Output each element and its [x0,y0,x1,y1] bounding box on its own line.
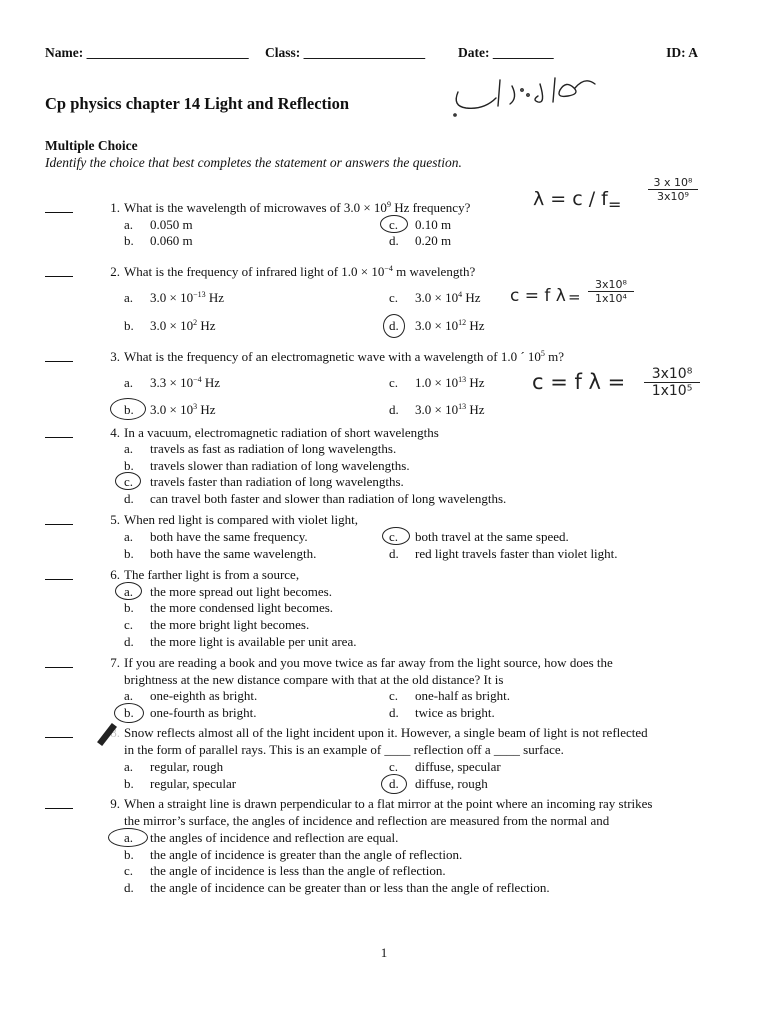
option-a[interactable]: a. $3.3 \times 10^{-4}$ Hz [124,375,221,390]
answer-blank[interactable] [45,200,73,213]
option-d[interactable]: d. the angle of incidence can be greater than or less than the angle of reflection. [124,880,550,895]
option-b[interactable]: b. travels slower than radiation of long wavelengths. [124,458,410,473]
question-number: 1. [110,200,120,215]
handwritten-formula: c = f λ [510,286,566,306]
page-number: 1 [380,945,388,960]
question-stem: In a vacuum, electromagnetic radiation of short wavelengths [124,425,439,440]
answer-circle [380,215,408,233]
option-a[interactable]: a. $3.0 \times 10^{-13}$ Hz [124,290,225,305]
answer-blank[interactable] [45,349,73,362]
option-a[interactable]: a. the angles of incidence and reflection are equal. [124,830,399,845]
option-b[interactable]: b. 0.060 m [124,233,193,248]
option-c[interactable]: c. travels faster than radiation of long wavelengths. [124,474,404,489]
question-stem: When a straight line is drawn perpendicular to a flat mirror at the point where an incoming ray strikes the mirror’s surface, the angles of incidence and reflection are measured from the normal and [124,796,653,828]
question-number: 4. [110,425,120,440]
option-c[interactable]: c. one-half as bright. [389,688,510,703]
answer-circle [110,398,146,420]
option-d[interactable]: d. diffuse, rough [389,776,488,791]
question-stem: What is the wavelength of microwaves of $3.0 \times 10^9$ Hz frequency? [124,200,471,215]
question-number: 7. [110,655,120,670]
answer-circle [108,828,148,847]
option-d[interactable]: d. twice as bright. [389,705,495,720]
answer-blank[interactable] [45,655,73,668]
question-number: 5. [110,512,120,527]
option-a[interactable]: a. both have the same frequency. [124,529,308,544]
option-d[interactable]: d. $3.0 \times 10^{13}$ Hz [389,402,485,417]
option-c[interactable]: c. the more bright light becomes. [124,617,310,632]
option-d[interactable]: d. red light travels faster than violet light. [389,546,618,561]
answer-circle [381,774,407,794]
option-b[interactable]: b. $3.0 \times 10^3$ Hz [124,402,216,417]
section-heading: Multiple Choice [45,138,138,153]
question-number: 2. [110,264,120,279]
option-c[interactable]: c. 0.10 m [389,217,452,232]
option-b[interactable]: b. the more condensed light becomes. [124,600,334,615]
option-a[interactable]: a. one-eighth as bright. [124,688,258,703]
question-stem: What is the frequency of an electromagnetic wave with a wavelength of 1.0 ´ $10^5$ m? [124,349,565,364]
handwritten-fraction: 3x10⁸ 1x10⁵ [644,366,700,399]
answer-circle [383,314,405,338]
handwritten-equals: = [608,195,622,214]
option-a[interactable]: a. travels as fast as radiation of long wavelengths. [124,441,397,456]
option-a[interactable]: a. the more spread out light becomes. [124,584,332,599]
answer-blank[interactable] [45,725,73,738]
option-d[interactable]: d. $3.0 \times 10^{12}$ Hz [389,318,485,333]
option-c[interactable]: c. the angle of incidence is less than the angle of reflection. [124,863,446,878]
test-id: ID: A [666,45,698,60]
option-c[interactable]: c. $3.0 \times 10^4$ Hz [389,290,481,305]
handwritten-formula: c = f λ = [532,370,626,394]
option-b[interactable]: b. $3.0 \times 10^2$ Hz [124,318,216,333]
option-c[interactable]: c. diffuse, specular [389,759,501,774]
name-field: Name: ________________________ [45,45,249,60]
answer-blank[interactable] [45,567,73,580]
answer-circle [382,527,410,545]
handwritten-fraction: 3 x 10⁸ 3x10⁹ [648,176,698,203]
answer-blank[interactable] [45,264,73,277]
option-b[interactable]: b. regular, specular [124,776,237,791]
option-a[interactable]: a. regular, rough [124,759,224,774]
option-a[interactable]: a. 0.050 m [124,217,193,232]
option-d[interactable]: d. 0.20 m [389,233,452,248]
option-d[interactable]: d. the more light is available per unit area. [124,634,357,649]
question-number: 9. [110,796,120,811]
question-number: 3. [110,349,120,364]
handwritten-equals: = [568,288,581,306]
question-stem: If you are reading a book and you move twice as far away from the light source, how does the brightness at the new distance compare with that at the old distance? It is [124,655,613,687]
question-stem: The farther light is from a source, [124,567,300,582]
option-c[interactable]: c. both travel at the same speed. [389,529,569,544]
question-number: 8. [110,725,120,740]
question-stem: Snow reflects almost all of the light incident upon it. However, a single beam of light is not reflected in the form of parallel rays. This is an example of ____ reflection off a ____ surface. [124,725,648,757]
answer-circle [115,582,142,600]
answer-blank[interactable] [45,512,73,525]
handwritten-formula: λ = c / f [533,188,608,210]
option-b[interactable]: b. one-fourth as bright. [124,705,257,720]
question-stem: When red light is compared with violet light, [124,512,358,527]
page-title: Cp physics chapter 14 Light and Reflection [45,94,350,113]
handwritten-fraction: 3x10⁸ 1x10⁴ [588,278,634,305]
date-field: Date: _________ [458,45,554,60]
option-d[interactable]: d. can travel both faster and slower than radiation of long wavelengths. [124,491,507,506]
question-stem: What is the frequency of infrared light of $1.0 \times 10^{-4}$ m wavelength? [124,264,476,279]
answer-blank[interactable] [45,425,73,438]
option-c[interactable]: c. $1.0 \times 10^{13}$ Hz [389,375,485,390]
option-b[interactable]: b. both have the same wavelength. [124,546,317,561]
answer-circle [114,703,144,723]
option-b[interactable]: b. the angle of incidence is greater than the angle of reflection. [124,847,463,862]
answer-blank[interactable] [45,796,73,809]
question-number: 6. [110,567,120,582]
class-field: Class: __________________ [265,45,426,60]
answer-circle [115,472,141,490]
section-instructions: Identify the choice that best completes the statement or answers the question. [45,155,462,170]
